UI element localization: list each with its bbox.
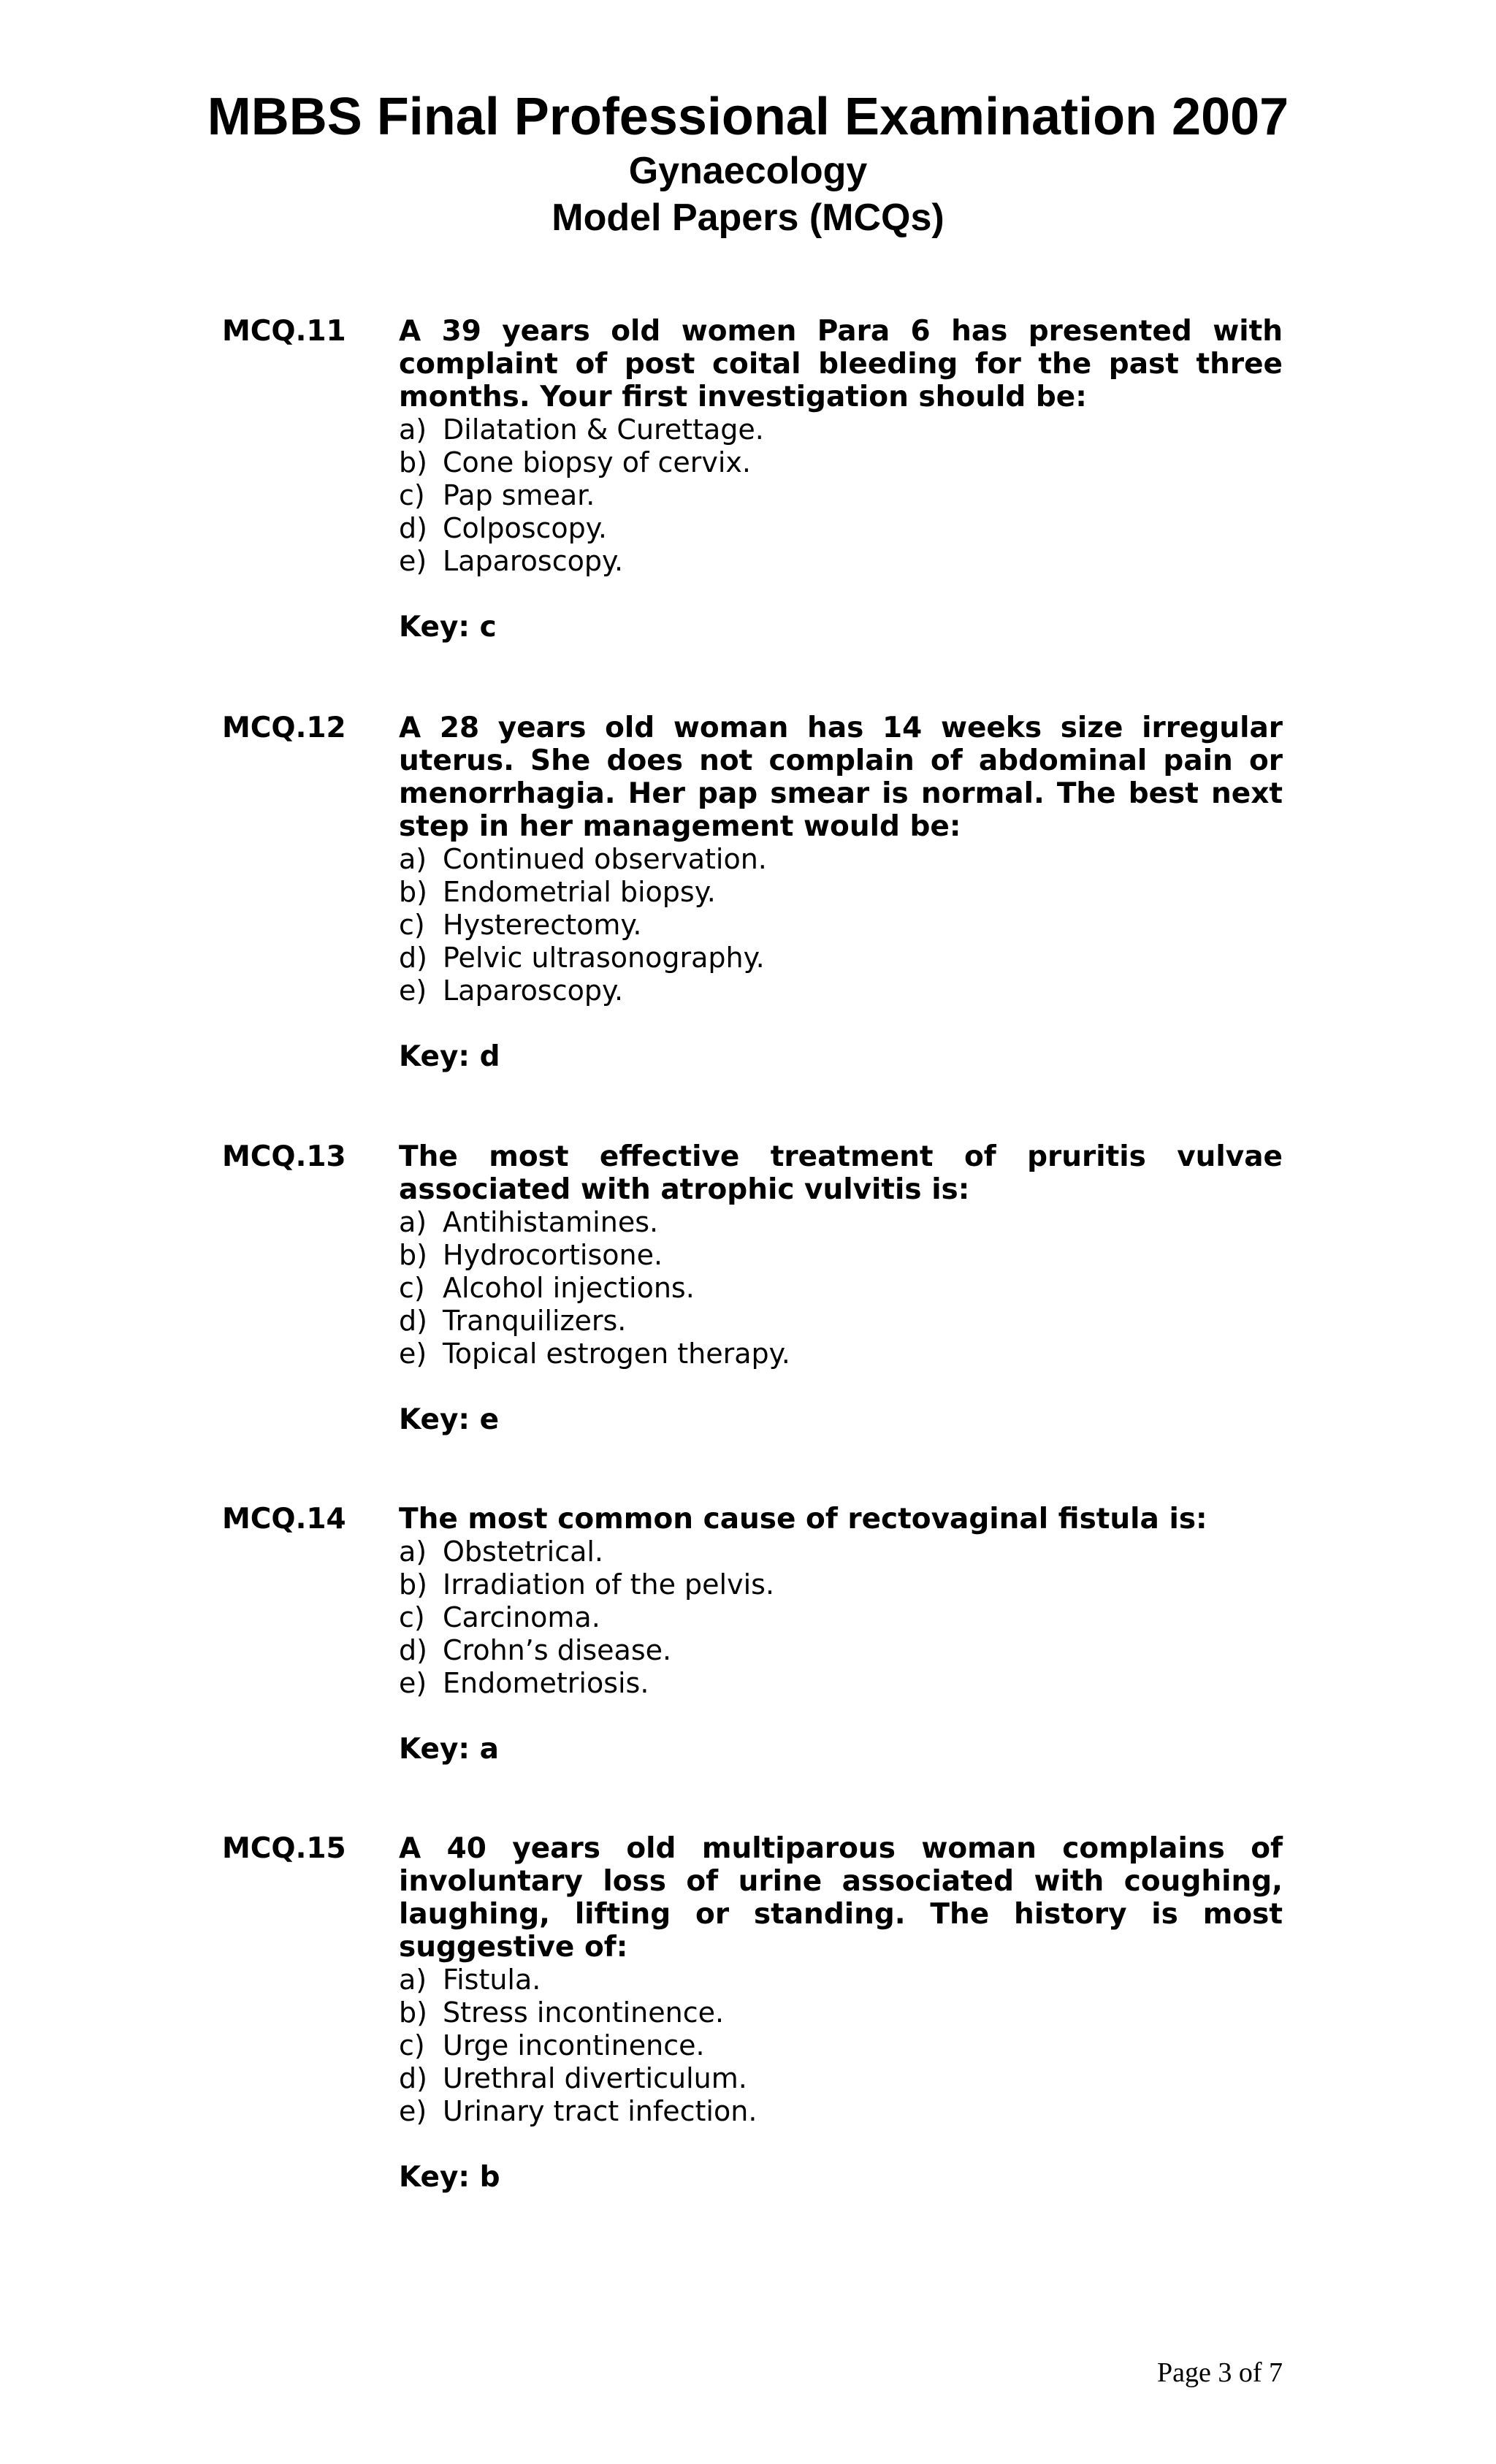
option-letter: b) [399, 1239, 427, 1271]
option-letter: e) [399, 974, 427, 1007]
mcq-question: A 40 years old multiparous woman complains of involuntary loss of urine associated with coughing, laughing, lifting or standing. The history is most suggestive of: [399, 1832, 1283, 1964]
option-text: Pelvic ultrasonography. [443, 942, 765, 974]
mcq-option-d [399, 512, 1283, 545]
mcq-option-d [399, 1305, 1283, 1338]
mcq-option-c [399, 1272, 1283, 1305]
option-letter: e) [399, 1338, 427, 1370]
mcq-option-b [399, 446, 1283, 479]
option-text: Tranquilizers. [443, 1305, 627, 1337]
mcq-number: MCQ.15 [222, 1832, 346, 1865]
option-text: Urinary tract infection. [443, 2095, 757, 2127]
mcq-option-b [399, 1568, 1283, 1601]
mcq-option-c [399, 479, 1283, 512]
option-text: Hydrocortisone. [443, 1239, 663, 1271]
page-header [0, 86, 1496, 241]
mcq-option-a [399, 1206, 1283, 1239]
option-letter: c) [399, 479, 425, 511]
mcq-option-e [399, 1338, 1283, 1370]
mcq-option-b [399, 1239, 1283, 1272]
option-text: Colposcopy. [443, 512, 607, 544]
mcq-option-e [399, 2095, 1283, 2128]
mcq-number: MCQ.11 [222, 315, 346, 348]
option-text: Laparoscopy. [443, 974, 624, 1007]
option-letter: d) [399, 942, 427, 974]
option-letter: d) [399, 1634, 427, 1666]
mcq-options [399, 843, 1283, 1007]
mcq-body [399, 1503, 1283, 1766]
option-text: Pap smear. [443, 479, 595, 511]
mcq-body [399, 1832, 1283, 2194]
option-letter: b) [399, 446, 427, 478]
option-text: Carcinoma. [443, 1601, 600, 1633]
mcq-answer-key: Key: e [399, 1403, 500, 1436]
mcq-answer-key: Key: d [399, 1040, 500, 1073]
option-text: Endometrial biopsy. [443, 876, 716, 908]
mcq-question: The most common cause of rectovaginal fistula is: [399, 1503, 1207, 1536]
option-text: Hysterectomy. [443, 909, 642, 941]
option-letter: c) [399, 909, 425, 941]
mcq-option-c [399, 1601, 1283, 1634]
option-text: Laparoscopy. [443, 545, 624, 577]
page-title: MBBS Final Professional Examination 2007 [207, 88, 1289, 146]
option-text: Obstetrical. [443, 1536, 604, 1568]
option-letter: c) [399, 1601, 425, 1633]
option-letter: b) [399, 876, 427, 908]
option-letter: d) [399, 1305, 427, 1337]
mcq-body [399, 1140, 1283, 1436]
option-text: Alcohol injections. [443, 1272, 695, 1304]
mcq-option-d [399, 2062, 1283, 2095]
option-letter: e) [399, 545, 427, 577]
option-letter: e) [399, 1667, 427, 1699]
mcq-number: MCQ.14 [222, 1503, 346, 1536]
mcq-option-a [399, 843, 1283, 876]
mcq-option-a [399, 413, 1283, 446]
mcq-option-a [399, 1964, 1283, 1996]
option-letter: d) [399, 2062, 427, 2094]
mcq-option-e [399, 1667, 1283, 1700]
mcq-question: A 28 years old woman has 14 weeks size irregular uterus. She does not complain of abdominal pain or menorrhagia. Her pap smear is normal. The best next step in her management would be: [399, 712, 1283, 843]
mcq-body [399, 712, 1283, 1073]
mcq-option-c [399, 2029, 1283, 2062]
option-letter: b) [399, 1568, 427, 1601]
mcq-number: MCQ.13 [222, 1140, 346, 1173]
option-letter: a) [399, 413, 427, 446]
page-number: Page 3 of 7 [1156, 2357, 1283, 2388]
mcq-answer-key: Key: a [399, 1733, 499, 1766]
option-text: Dilatation & Curettage. [443, 413, 764, 446]
option-text: Irradiation of the pelvis. [443, 1568, 775, 1601]
option-letter: a) [399, 1536, 427, 1568]
option-text: Topical estrogen therapy. [443, 1338, 790, 1370]
option-text: Crohn’s disease. [443, 1634, 672, 1666]
option-letter: b) [399, 1996, 427, 2029]
option-letter: e) [399, 2095, 427, 2127]
mcq-option-e [399, 974, 1283, 1007]
mcq-options [399, 1536, 1283, 1700]
mcq-option-b [399, 1996, 1283, 2029]
option-text: Fistula. [443, 1964, 541, 1996]
option-text: Urethral diverticulum. [443, 2062, 747, 2094]
mcq-options [399, 1964, 1283, 2128]
mcq-answer-key: Key: c [399, 611, 497, 644]
option-text: Stress incontinence. [443, 1996, 725, 2029]
mcq-option-b [399, 876, 1283, 909]
page-paper-type: Model Papers (MCQs) [552, 197, 944, 239]
option-text: Endometriosis. [443, 1667, 649, 1699]
mcq-options [399, 1206, 1283, 1370]
option-text: Urge incontinence. [443, 2029, 705, 2061]
option-letter: a) [399, 1964, 427, 1996]
mcq-option-d [399, 1634, 1283, 1667]
page-subject: Gynaecology [628, 150, 868, 192]
mcq-option-c [399, 909, 1283, 942]
option-letter: d) [399, 512, 427, 544]
option-letter: c) [399, 2029, 425, 2061]
option-text: Continued observation. [443, 843, 767, 875]
mcq-question: A 39 years old women Para 6 has presented with complaint of post coital bleeding for the past three months. Your first investigation should be: [399, 315, 1283, 413]
mcq-body [399, 315, 1283, 644]
mcq-option-e [399, 545, 1283, 578]
mcq-options [399, 413, 1283, 578]
mcq-option-d [399, 942, 1283, 974]
mcq-number: MCQ.12 [222, 712, 346, 744]
option-text: Antihistamines. [443, 1206, 659, 1238]
option-letter: a) [399, 843, 427, 875]
mcq-question: The most effective treatment of pruritis vulvae associated with atrophic vulvitis is: [399, 1140, 1283, 1206]
mcq-option-a [399, 1536, 1283, 1568]
option-letter: a) [399, 1206, 427, 1238]
mcq-answer-key: Key: b [399, 2161, 500, 2194]
option-letter: c) [399, 1272, 425, 1304]
option-text: Cone biopsy of cervix. [443, 446, 751, 478]
